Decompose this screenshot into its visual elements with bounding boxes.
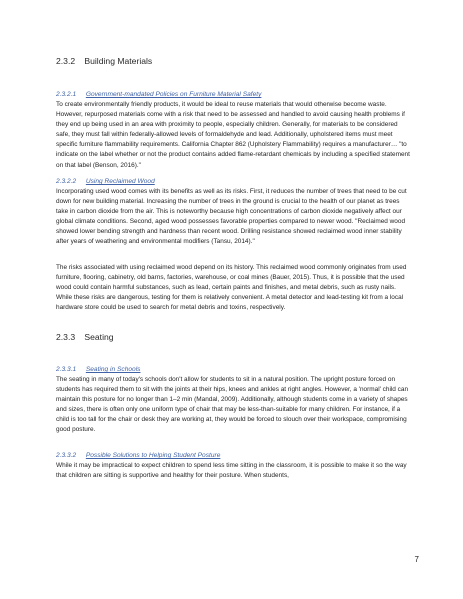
- paragraph-posture-solutions: While it may be impractical to expect children to spend less time sitting in the classroom, it is possible to make it so the way that children are sitting is supportive and healthy for their posture. When students,: [56, 462, 407, 480]
- subsection-heading-2-3-3-1: [56, 366, 140, 373]
- subsection-heading-2-3-2-1: [56, 91, 261, 98]
- section-number: 2.3.2: [56, 56, 76, 66]
- subsection-number: 2.3.2.2: [56, 178, 77, 185]
- section-title: Building Materials: [84, 56, 153, 66]
- subsection-number: 2.3.2.1: [56, 91, 77, 98]
- section-heading-2-3-3: [56, 332, 114, 342]
- subsection-title: Government-mandated Policies on Furniture Material Safety: [85, 91, 262, 98]
- subsection-title: Possible Solutions to Helping Student Posture: [85, 452, 221, 459]
- section-number: 2.3.3: [56, 332, 76, 342]
- paragraph-reclaimed-wood-benefits: Incorporating used wood comes with its benefits as well as its risks. First, it reduces the number of trees that need to be cut down for new building material. Increasing the number of trees in the ground is crucial to the health of our planet as trees take in carbon dioxide from the air. This is noteworthy because high concentrations of carbon dioxide negatively affect our global climate conditions. Second, aged wood possesses favorable properties compared to newer wood. "Reclaimed wood showed lower bending strength and hardness than recent wood. Drilling resistance showed reclaimed wood inner stability after years of weathering and environmental modifiers (Tansu, 2014).": [56, 188, 407, 246]
- subsection-heading-2-3-3-2: [56, 452, 220, 459]
- subsection-number: 2.3.3.1: [56, 366, 77, 373]
- subsection-number: 2.3.3.2: [56, 452, 77, 459]
- subsection-title: Seating in Schools: [85, 366, 141, 373]
- paragraph-seating-in-schools: The seating in many of today's schools don't allow for students to sit in a natural position. The upright posture forced on students has required them to sit with the joints at their hips, knees and ankles at right angles. However, a 'normal' child can maintain this posture for no longer than 1–2 min (Mandal, 2009). Additionally, although students come in a variety of shapes and sizes, there is often only one uniform type of chair that may be less-than-suitable for many children. For instance, if a child is too tall for the chair or desk they are working at, they would be forced to slouch over their workspace, compromising good posture.: [56, 376, 409, 434]
- subsection-title: Using Reclaimed Wood: [85, 178, 155, 185]
- paragraph-material-safety: To create environmentally friendly products, it would be ideal to reuse materials that would otherwise become waste. However, repurposed materials come with a risk that need to be assessed and handled to avoid causing health problems if they end up being used in an area with proximity to people, especially children. Generally, for materials to be considered safe, they must fall within federally-allowed levels of formaldehyde and lead. Additionally, upholstered items must meet specific furniture flammability requirements. California Chapter 862 (Upholstery Flammability) requires a manufacturer… "to indicate on the label whether or not the product contains added flame-retardant chemicals by including a specified statement on that label (Benson, 2016).": [56, 101, 410, 169]
- section-heading-2-3-2: [56, 56, 152, 66]
- page-number: 7: [414, 555, 419, 564]
- subsection-heading-2-3-2-2: [56, 178, 155, 185]
- paragraph-reclaimed-wood-risks: The risks associated with using reclaimed wood depend on its history. This reclaimed wood commonly originates from used furniture, flooring, cabinetry, old barns, factories, warehouse, or coal mines (Bauer, 2015). Thus, it is possible that the used wood could contain harmful substances, such as lead, certain paints and finishes, and metal debris, such as rusty nails. While these risks are dangerous, testing for them is relatively convenient. A metal detector and lead-testing kit from a local hardware store could be used to search for metal debris and toxins, respectively.: [56, 264, 407, 312]
- section-title: Seating: [84, 332, 114, 342]
